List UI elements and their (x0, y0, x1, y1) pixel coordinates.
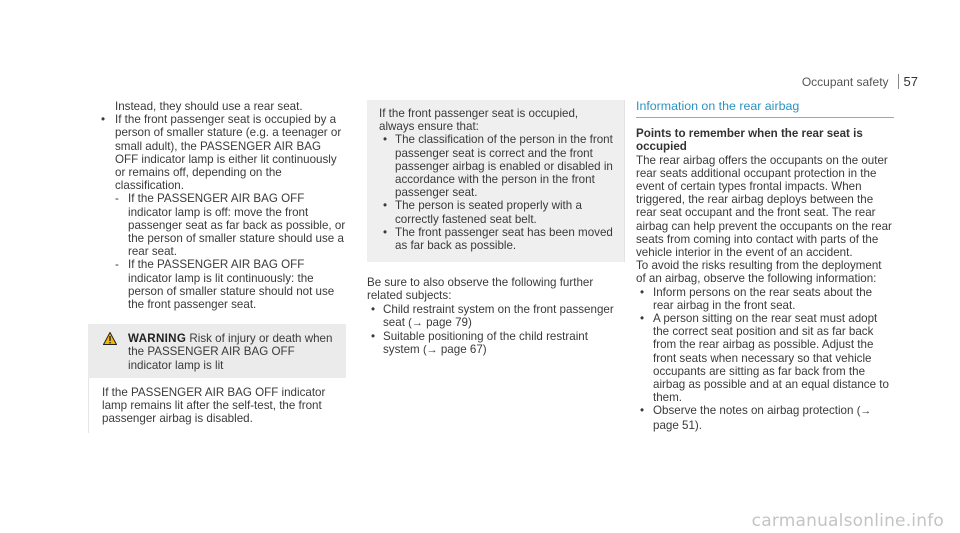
list-item: • Observe the notes on airbag protection (→ page 51). (636, 404, 894, 431)
page-header (802, 75, 918, 89)
subheading: Points to remember when the rear seat is occupied (636, 127, 863, 154)
section-title: Occupant safety (801, 75, 889, 89)
warning-box (88, 324, 346, 433)
list-item: • Inform persons on the rear seats about the rear airbag in the front seat. (636, 286, 894, 312)
column-3 (636, 100, 894, 432)
page-ref-link[interactable]: page 51). (653, 418, 702, 432)
page-ref-link[interactable]: page 67) (440, 343, 487, 357)
list-item: • If the front passenger seat is occupied by a person of smaller stature (e.g. a teenager or small adult), the PASSENGER AIR BAG OFF indicator lamp is either lit continuously or remains off, depending on the classification. (88, 113, 346, 192)
warning-header (88, 324, 346, 378)
arrow-icon: (→ (422, 344, 438, 357)
info-box (367, 100, 625, 262)
page-ref-link[interactable]: page 79) (426, 315, 472, 329)
section-heading: Information on the rear airbag (636, 100, 894, 118)
box-intro: If the front passenger seat is occupied, always ensure that: (379, 107, 579, 134)
list-item: - If the PASSENGER AIR BAG OFF indicator lamp is off: move the front passenger seat as far back as possible, or the person of smaller stature should use a rear seat. (88, 192, 346, 258)
watermark: carmanualsonline.info (751, 510, 944, 531)
list-item: • A person sitting on the rear seat must adopt the correct seat position and sit as far back from the rear airbag as possible. Adjust the front seats when necessary so that vehicle occupants are sitting as far back from the airbag as possible and at an equal distance to them. (636, 312, 894, 404)
warning-triangle-icon (103, 332, 117, 345)
list-item: • The person is seated properly with a correctly fastened seat belt. (379, 199, 614, 225)
column-2 (367, 100, 625, 357)
bullet-list (88, 113, 346, 192)
list-item: • The front passenger seat has been moved as far back as possible. (379, 226, 614, 252)
warning-head-text: Risk of injury or death when the PASSENGER AIR BAG OFF indicator lamp is lit (128, 332, 333, 372)
list-item: • The classification of the person in the front passenger seat is correct and the front passenger airbag is enabled or disabled in accordance with the person in the front passenger seat. (379, 133, 614, 199)
arrow-icon: (→ (856, 405, 872, 418)
info-list (636, 286, 894, 432)
box-list (379, 133, 614, 252)
list-item: • Child restraint system on the front passenger seat (→ page 79) (367, 303, 625, 330)
intro-continued: Instead, they should use a rear seat. (115, 100, 303, 113)
column-1 (88, 100, 346, 433)
related-intro: Be sure to also observe the following further related subjects: (367, 276, 594, 303)
list-item: - If the PASSENGER AIR BAG OFF indicator lamp is lit continuously: the person of smaller stature should not use the front passenger seat. (88, 258, 346, 311)
paragraph: To avoid the risks resulting from the deployment of an airbag, observe the following information: (636, 259, 882, 286)
paragraph: The rear airbag offers the occupants on the outer rear seats additional occupant protection in the event of certain types frontal impacts. When triggered, the rear airbag deploys between the rear seat occupant and the front seat. The rear airbag can help prevent the occupants on the rear seats from coming into contact with parts of the vehicle interior in the event of an accident. (636, 153, 892, 260)
warning-body: If the PASSENGER AIR BAG OFF indicator lamp remains lit after the self-test, the front passenger airbag is disabled. (88, 378, 346, 434)
arrow-icon: (→ (408, 316, 423, 329)
related-list (367, 303, 625, 358)
warning-label: WARNING (128, 332, 187, 346)
list-item: • Suitable positioning of the child restraint system (→ page 67) (367, 330, 625, 357)
dash-list (88, 192, 346, 311)
page-number: 57 (898, 74, 918, 89)
